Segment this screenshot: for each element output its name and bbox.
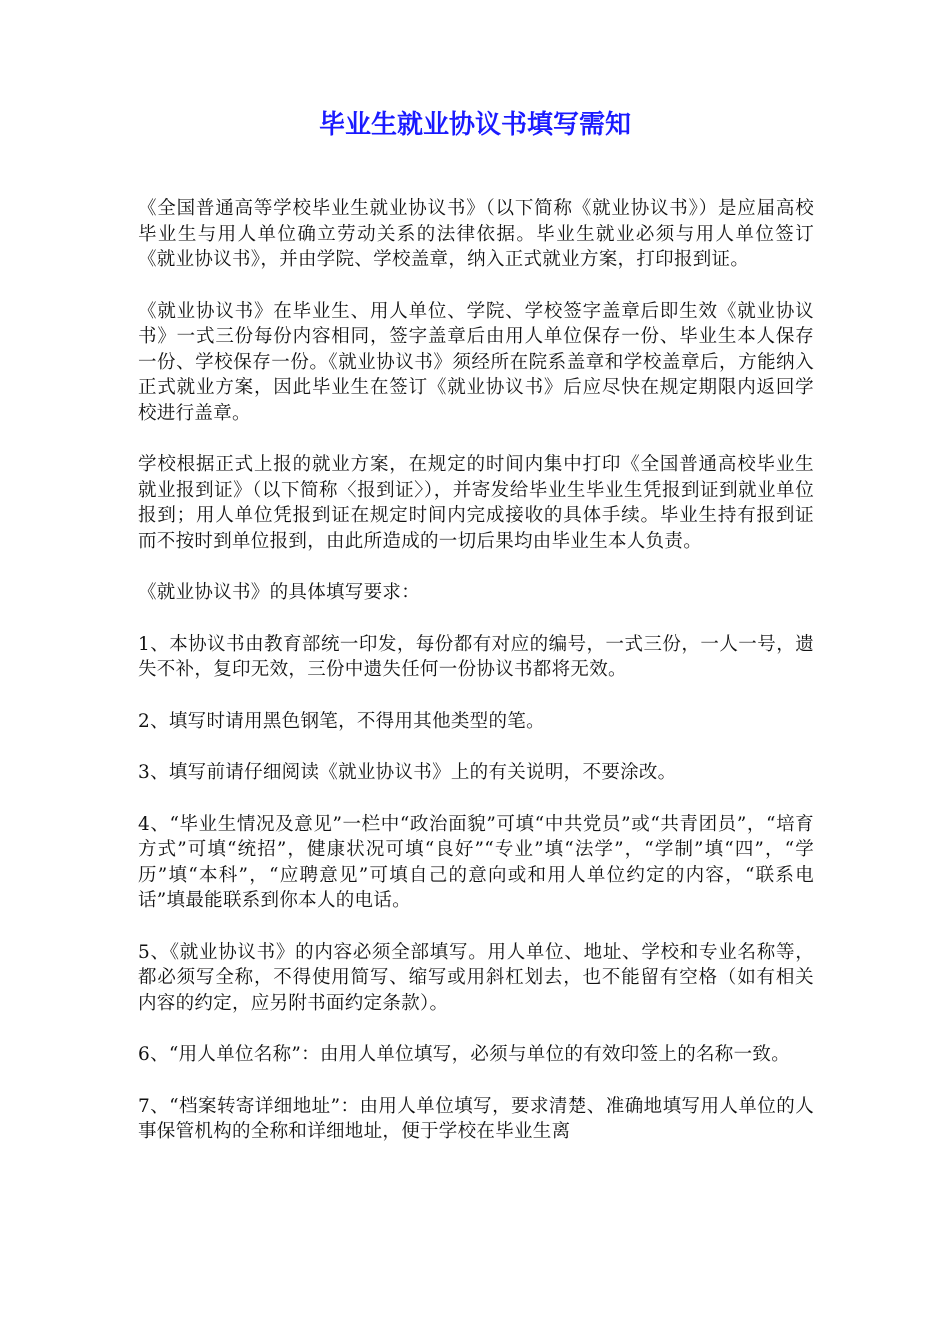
requirement-item-6: 6、“用人单位名称”：由用人单位填写，必须与单位的有效印签上的名称一致。 [138,1044,790,1065]
requirement-item-2: 2、填写时请用黑色钢笔，不得用其他类型的笔。 [138,710,545,732]
paragraph-report-card: 学校根据正式上报的就业方案，在规定的时间内集中打印《全国普通高校毕业生就业报到证》（以下简称〈报到证〉），并寄发给毕业生毕业生凭报到证到就业单位报到；用人单位凭报到证在规定时间内完成接收的具体手续。毕业生持有报到证而不按时到单位报到，由此所造成的一切后果均由毕业生本人负责。 [138,454,814,552]
document-body [138,196,814,1171]
requirement-item-5: 5、《就业协议书》的内容必须全部填写。用人单位、地址、学校和专业名称等，都必须写全称，不得使用简写、缩写或用斜杠划去，也不能留有空格（如有相关内容的约定，应另附书面约定条款）。 [138,941,814,1014]
paragraph-intro: 《全国普通高等学校毕业生就业协议书》（以下简称《就业协议书》）是应届高校毕业生与用人单位确立劳动关系的法律依据。毕业生就业必须与用人单位签订《就业协议书》，并由学院、学校盖章，纳入正式就业方案，打印报到证。 [138,198,814,270]
paragraph-effect: 《就业协议书》在毕业生、用人单位、学院、学校签字盖章后即生效《就业协议书》一式三份每份内容相同，签字盖章后由用人单位保存一份、毕业生本人保存一份、学校保存一份。《就业协议书》须经所在院系盖章和学校盖章后，方能纳入正式就业方案，因此毕业生在签订《就业协议书》后应尽快在规定期限内返回学校进行盖章。 [138,300,814,424]
requirement-item-1: 1、本协议书由教育部统一印发，每份都有对应的编号，一式三份，一人一号，遗失不补，复印无效，三份中遗失任何一份协议书都将无效。 [138,633,814,680]
requirement-item-3: 3、填写前请仔细阅读《就业协议书》上的有关说明，不要涂改。 [138,762,677,783]
requirement-item-4: 4、“毕业生情况及意见”一栏中“政治面貌”可填“中共党员”或“共青团员”，“培育方式”可填“统招”，健康状况可填“良好”“专业”填“法学”，“学制”填“四”，“学历”填“本科”，“应聘意见”可填自己的意向或和用人单位约定的内容，“联系电话”填最能联系到你本人的电话。 [138,813,814,911]
requirement-item-7: 7、“档案转寄详细地址”：由用人单位填写，要求清楚、准确地填写用人单位的人事保管机构的全称和详细地址，便于学校在毕业生离 [138,1095,814,1142]
document-title: 毕业生就业协议书填写需知 [318,110,631,140]
paragraph-requirements-heading: 《就业协议书》的具体填写要求： [138,582,421,603]
